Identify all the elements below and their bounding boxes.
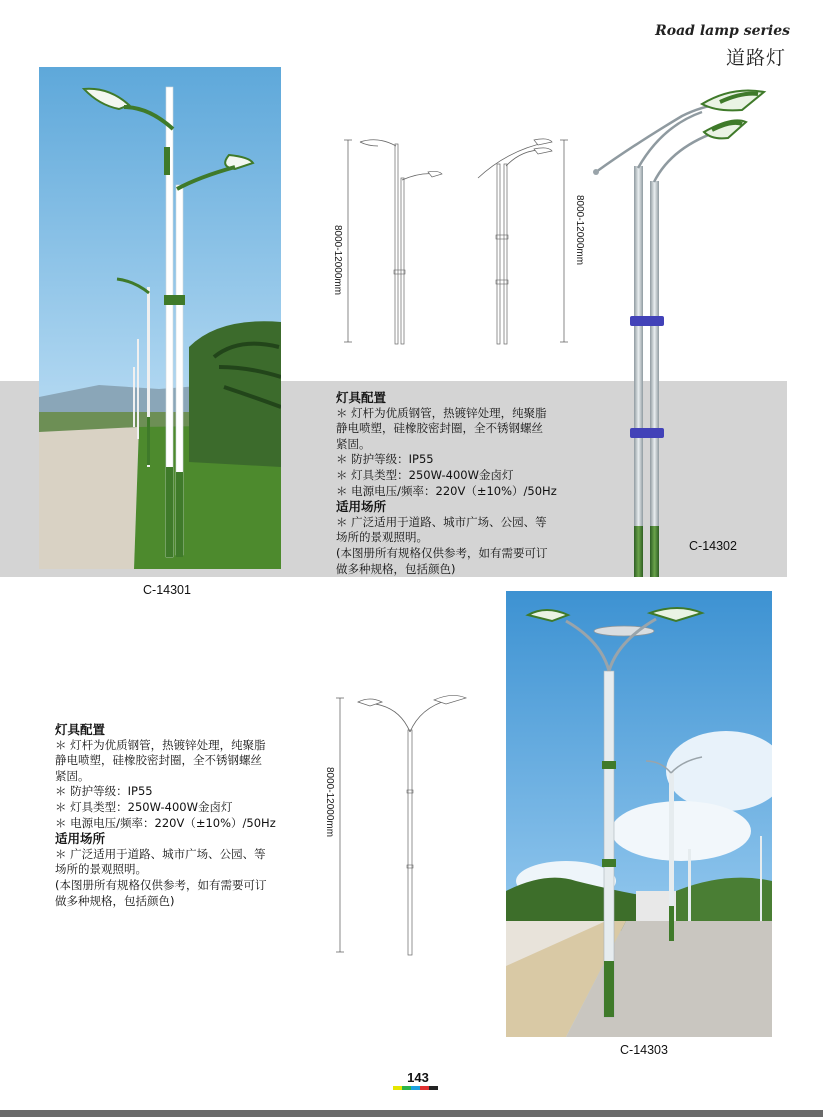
footer-bar (0, 1110, 823, 1117)
height-label-drawing-b: 8000-12000mm (324, 767, 335, 838)
spec-title-config: 灯具配置 (55, 722, 106, 737)
spec-title-usage: 适用场所 (55, 831, 106, 847)
spec-line: ＊ 灯具类型：250W-400W金卤灯 (55, 799, 233, 814)
drawing-y-arm-pole (330, 690, 480, 960)
spec-line: 做多种规格，包括颜色) (55, 893, 175, 908)
spec-title-config: 灯具配置 (336, 390, 387, 405)
product-photo-c14301 (39, 67, 281, 569)
spec-line: ＊ 广泛适用于道路、城市广场、公园、等 (336, 514, 547, 529)
spec-line: ＊ 灯具类型：250W-400W金卤灯 (336, 467, 514, 482)
swatch (429, 1086, 438, 1090)
swatch (402, 1086, 411, 1090)
swatch (420, 1086, 429, 1090)
product-code-c14303: C-14303 (620, 1043, 668, 1057)
swatch (411, 1086, 420, 1090)
spec-line: 场所的景观照明。 (336, 530, 428, 545)
spec-line: 静电喷塑，硅橡胶密封圈，全不锈钢螺丝 (55, 753, 262, 768)
spec-line: (本图册所有规格仅供参考，如有需要可订 (336, 545, 548, 560)
product-photo-c14303 (506, 591, 772, 1037)
product-code-c14302: C-14302 (689, 539, 737, 553)
spec-line: ＊ 灯杆为优质钢管，热镀锌处理，纯聚脂 (55, 737, 266, 752)
swatch (393, 1086, 402, 1090)
height-label-drawing-a-left: 8000-12000mm (332, 225, 343, 296)
spec-line: ＊ 防护等级：IP55 (55, 784, 153, 799)
spec-line: 静电喷塑，硅橡胶密封圈，全不锈钢螺丝 (336, 421, 543, 436)
height-label-drawing-a-right: 8000-12000mm (574, 195, 585, 266)
product-code-c14301: C-14301 (143, 583, 191, 597)
spec-line: ＊ 电源电压/频率：220V（±10%）/50Hz (55, 815, 276, 830)
spec-line: ＊ 广泛适用于道路、城市广场、公园、等 (55, 846, 266, 861)
spec-line: ＊ 电源电压/频率：220V（±10%）/50Hz (336, 483, 557, 498)
spec-line: 紧固。 (55, 768, 90, 783)
spec-line: 场所的景观照明。 (55, 862, 147, 877)
product-render-c14302 (592, 86, 772, 577)
series-title-en: Road lamp series (655, 23, 790, 39)
spec-line: 紧固。 (336, 436, 371, 451)
spec-line: ＊ 灯杆为优质钢管，热镀锌处理，纯聚脂 (336, 405, 547, 420)
spec-line: (本图册所有规格仅供参考，如有需要可订 (55, 877, 267, 892)
series-title-cn: 道路灯 (725, 47, 786, 69)
spec-title-usage: 适用场所 (336, 499, 387, 515)
spec-block-lower (55, 722, 315, 909)
color-swatch-strip (393, 1086, 438, 1090)
drawing-double-arm-pole (338, 130, 568, 350)
spec-line: 做多种规格，包括颜色) (336, 561, 456, 576)
page-number: 143 (407, 1070, 429, 1085)
spec-line: ＊ 防护等级：IP55 (336, 452, 434, 467)
spec-block-upper (336, 390, 596, 577)
